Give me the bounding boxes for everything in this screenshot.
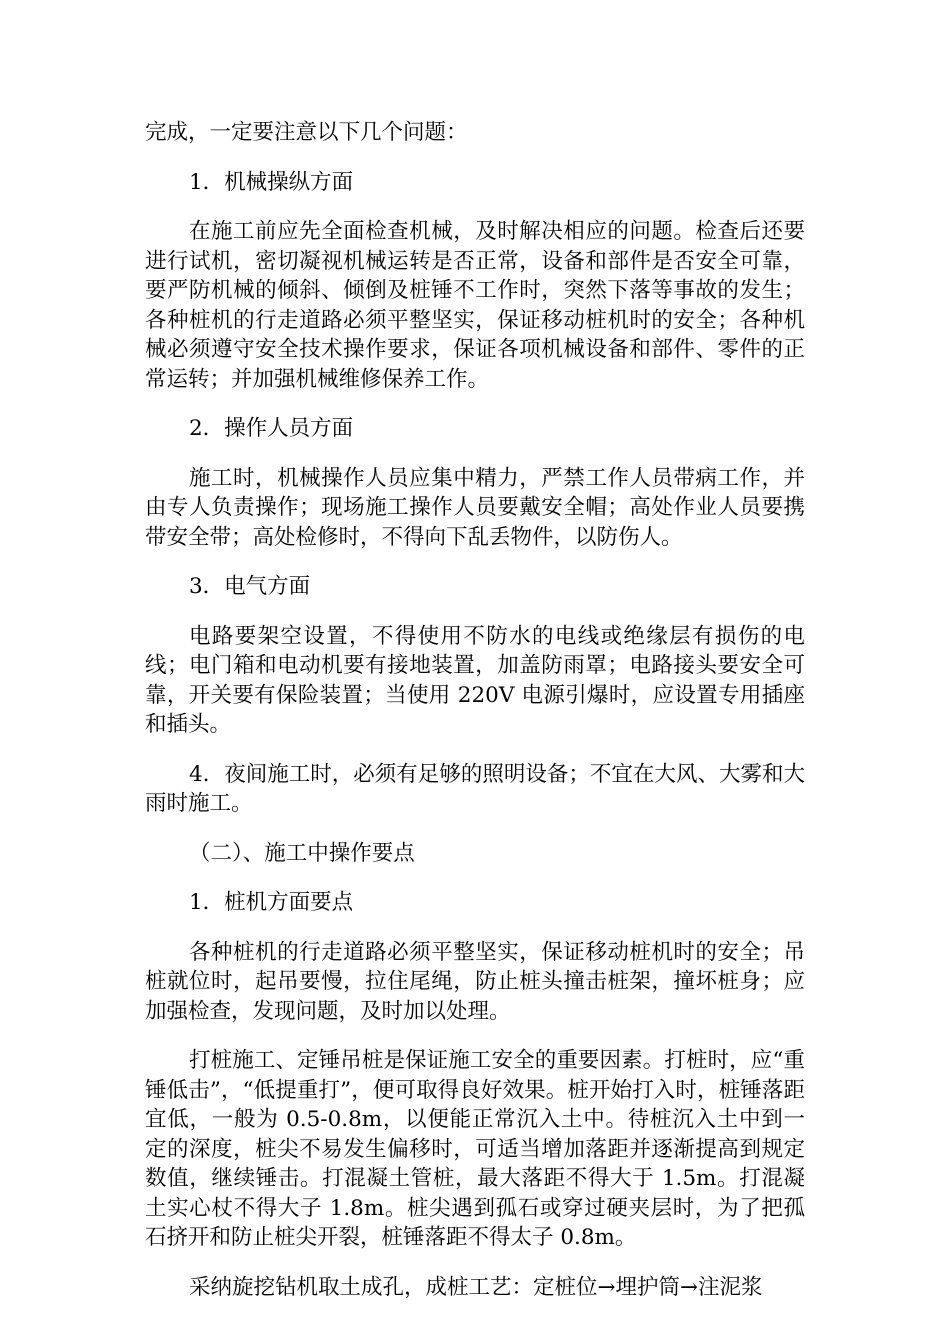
heading-pile-machine-points: 1．桩机方面要点 (189, 890, 354, 915)
document-page (145, 118, 805, 1302)
paragraph-pile-driving: 打桩施工、定锤吊桩是保证施工安全的重要因素。打桩时，应“重锤低击”，“低提重打”，便可取得良好效果。桩开始打入时，桩锤落距宜低，一般为 0.5-0.8m，以便能正常沉入土中。待桩沉入土中到一定的深度，桩尖不易发生偏移时，可适当增加落距并逐渐提高到规定数值，继续锤击。打混凝土管桩，最大落距不得大于 1.5m。打混凝土实心杖不得大子 1.8m。桩尖遇到孤石或穿过硬夹层时，为了把孤石挤开和防止桩尖开裂，桩锤落距不得太子 0.8m。 (145, 1048, 805, 1250)
paragraph-electrical-rules: 电路要架空设置，不得使用不防水的电线或绝缘层有损伤的电线；电门箱和电动机要有接地装置，加盖防雨罩；电路接头要安全可靠，开关要有保险装置；当使用 220V 电源引爆时，应设置专用插座和插头。 (145, 623, 805, 737)
paragraph-night-work: 4．夜间施工时，必须有足够的照明设备；不宜在大风、大雾和大雨时施工。 (145, 761, 805, 816)
heading-machinery-operation: 1．机械操纵方面 (189, 169, 354, 195)
heading-electrical: 3．电气方面 (189, 574, 311, 599)
paragraph-machinery-inspection: 在施工前应先全面检查机械，及时解决相应的问题。检查后还要进行试机，密切凝视机械运转是否正常，设备和部件是否安全可靠，要严防机械的倾斜、倾倒及桩锤不工作时，突然下落等事故的发生；各种桩机的行走道路必须平整坚实，保证移动桩机时的安全；各种机械必须遵守安全技术操作要求，保证各项机械设备和部件、零件的正常运转；并加强机械维修保养工作。 (145, 219, 805, 392)
paragraph-operator-rules: 施工时，机械操作人员应集中精力，严禁工作人员带病工作，并由专人负责操作；现场施工操作人员要戴安全帽；高处作业人员要携带安全带；高处检修时，不得向下乱丢物件，以防伤人。 (145, 465, 805, 550)
paragraph-pile-machine-safety: 各种桩机的行走道路必须平整坚实，保证移动桩机时的安全；吊桩就位时，起吊要慢，拉住尾绳，防止桩头撞击桩架，撞坏桩身；应加强检查，发现问题，及时加以处理。 (145, 939, 805, 1024)
heading-operators: 2．操作人员方面 (189, 416, 354, 441)
paragraph-continuation: 完成，一定要注意以下几个问题： (145, 120, 468, 145)
heading-construction-key-points: （二）、施工中操作要点 (189, 840, 415, 866)
paragraph-rotary-drilling: 采纳旋挖钻机取土成孔，成桩工艺：定桩位→埋护筒→注泥浆 (189, 1274, 763, 1300)
